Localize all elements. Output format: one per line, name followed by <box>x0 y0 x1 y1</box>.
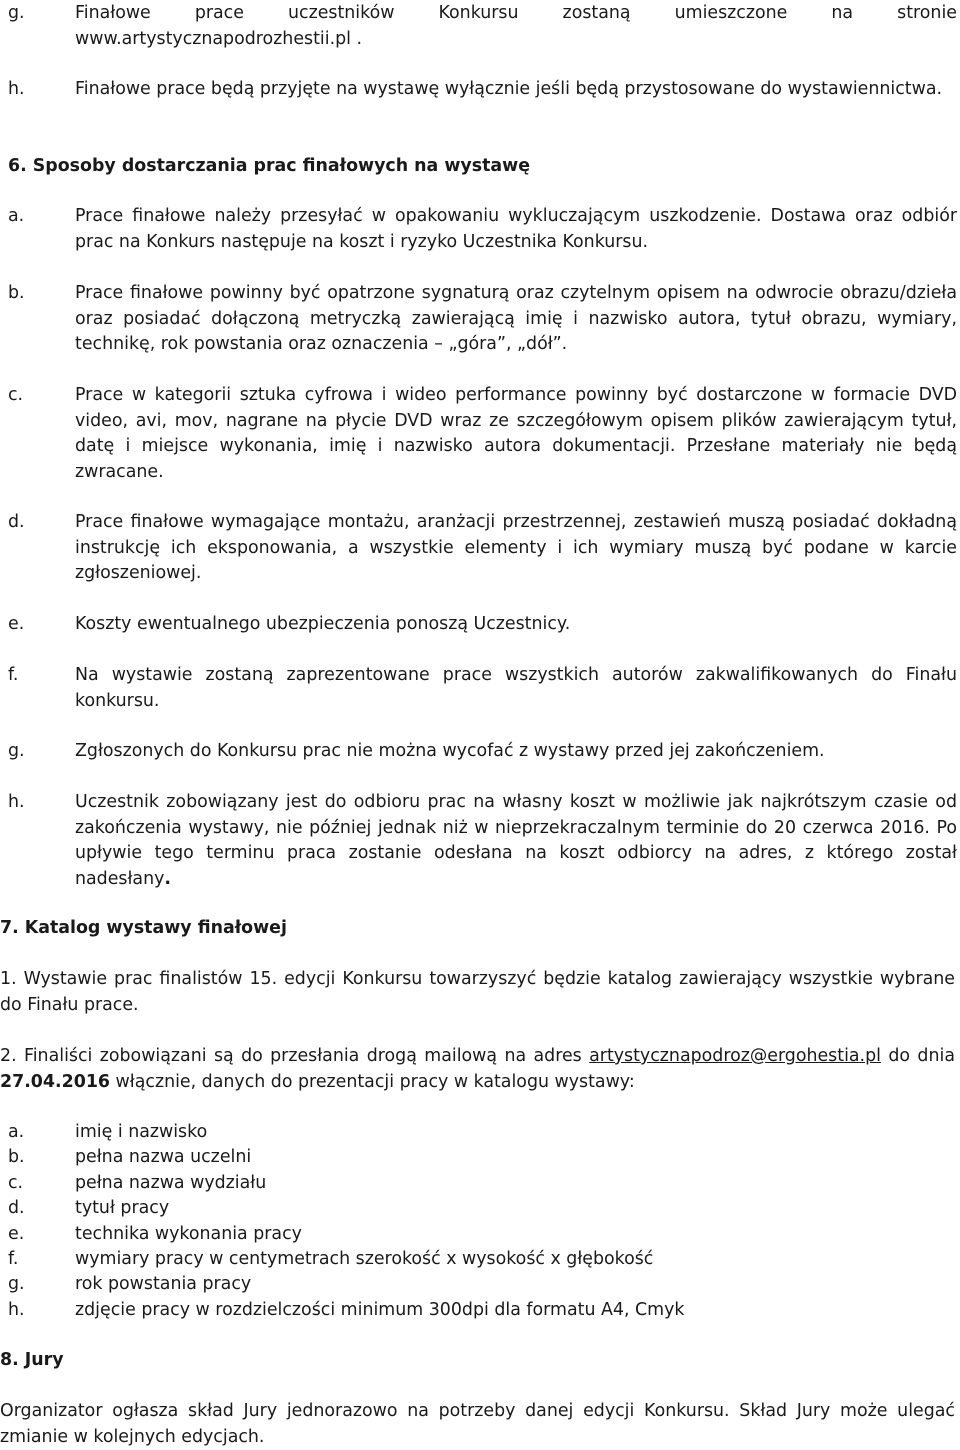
item-label: h. <box>8 1299 25 1320</box>
item-label: d. <box>8 1198 25 1219</box>
list-item-6g <box>0 739 957 765</box>
list-item-6c <box>0 383 957 485</box>
item-text: tytuł pracy <box>75 1198 170 1219</box>
list-item-6d <box>0 510 957 587</box>
item-label: f. <box>8 665 19 685</box>
item-label: e. <box>8 1223 25 1244</box>
item-text: pełna nazwa wydziału <box>75 1172 267 1193</box>
catalog-data-list <box>0 1120 955 1323</box>
item-text <box>75 790 957 892</box>
item-label: f. <box>8 1248 19 1269</box>
p2-text-after: włącznie, danych do prezentacji pracy w katalogu wystawy: <box>110 1071 635 1092</box>
item-label: d. <box>8 512 25 532</box>
item-text: Prace finałowe powinny być opatrzone sygnaturą oraz czytelnym opisem na odwrocie obrazu/dzieła oraz posiadać dołączoną metryczką zawierającą imię i nazwisko autora, tytuł obrazu, wymiary, technikę, rok powstania oraz oznaczenia – „góra”, „dół”. <box>75 283 957 355</box>
list-item <box>0 1298 955 1323</box>
deadline-date: 27.04.2016 <box>0 1071 111 1092</box>
item-text: Finałowe prace będą przyjęte na wystawę wyłącznie jeśli będą przystosowane do wystawiennictwa. <box>75 79 943 99</box>
item-text: zdjęcie pracy w rozdzielczości minimum 300dpi dla formatu A4, Cmyk <box>75 1299 685 1320</box>
item-text: technika wykonania pracy <box>75 1223 302 1244</box>
list-item-6h <box>0 790 957 892</box>
item-label: g. <box>8 3 25 23</box>
item-label: h. <box>8 792 25 812</box>
item-label: a. <box>8 1122 25 1142</box>
item-text: wymiary pracy w centymetrach szerokość x wysokość x głębokość <box>75 1248 654 1269</box>
item-label: g. <box>8 741 25 761</box>
item-text-end: . <box>164 868 171 889</box>
list-item-5g <box>0 1 957 52</box>
item-text: imię i nazwisko <box>75 1122 208 1142</box>
item-text: rok powstania pracy <box>75 1274 252 1295</box>
list-item-6b <box>0 281 957 358</box>
item-label: e. <box>8 614 25 634</box>
item-label: c. <box>8 1172 24 1193</box>
item-text: Finałowe prace uczestników Konkursu zostaną umieszczone na stronie www.artystycznapodrozhestii.pl . <box>75 3 957 49</box>
item-text: Prace finałowe należy przesyłać w opakowaniu wykluczającym uszkodzenie. Dostawa oraz odbiór prac na Konkurs następuje na koszt i ryzyko Uczestnika Konkursu. <box>75 206 957 252</box>
list-item-6a <box>0 204 957 255</box>
p2-text-mid: do dnia <box>880 1046 955 1066</box>
item-label: b. <box>8 1147 25 1168</box>
item-label: c. <box>8 385 24 405</box>
list-item <box>0 1222 955 1247</box>
list-item <box>0 1272 955 1297</box>
item-text: Prace finałowe wymagające montażu, aranżacji przestrzennej, zestawień muszą posiadać dokładną instrukcję ich eksponowania, a wszystkie elementy i ich wymiary muszą być podane w karcie zgłoszeniowej. <box>75 512 957 584</box>
section-7-paragraph-1: 1. Wystawie prac finalistów 15. edycji Konkursu towarzyszyć będzie katalog zawierający wszystkie wybrane do Finału prace. <box>0 969 955 1015</box>
section-7-paragraph-2 <box>0 1044 955 1095</box>
item-label: h. <box>8 79 25 99</box>
list-item <box>0 1120 955 1145</box>
item-text: Prace w kategorii sztuka cyfrowa i wideo performance powinny być dostarczone w formacie DVD video, avi, mov, nagrane na płycie DVD wraz ze szczegółowym opisem plików zawierającym tytuł, datę i miejsce wykonania, imię i nazwisko autora dokumentacji. Przesłane materiały nie będą zwracane. <box>75 385 957 482</box>
section-6-heading: 6. Sposoby dostarczania prac finałowych na wystawę <box>8 156 530 176</box>
item-text: Koszty ewentualnego ubezpieczenia ponoszą Uczestnicy. <box>75 614 571 634</box>
section-7-heading: 7. Katalog wystawy finałowej <box>0 918 287 938</box>
list-item <box>0 1196 955 1221</box>
list-item <box>0 1247 955 1272</box>
list-item <box>0 1145 955 1170</box>
item-text-body: Uczestnik zobowiązany jest do odbioru prac na własny koszt w możliwie jak najkrótszym czasie od zakończenia wystawy, nie później jednak niż w nieprzekraczalnym terminie do 20 czerwca 2016. Po upływie tego terminu praca zostanie odesłana na koszt odbiorcy na adres, z którego został nadesłany <box>75 792 957 889</box>
list-item-6f <box>0 663 957 714</box>
section-8-paragraph: Organizator ogłasza skład Jury jednorazowo na potrzeby danej edycji Konkursu. Skład Jury może ulegać zmianie w kolejnych edycjach. <box>0 1401 955 1447</box>
item-label: b. <box>8 283 25 303</box>
item-label: g. <box>8 1274 25 1295</box>
item-text: Zgłoszonych do Konkursu prac nie można wycofać z wystawy przed jej zakończeniem. <box>75 741 825 761</box>
email-link[interactable]: artystycznapodroz@ergohestia.pl <box>589 1046 881 1066</box>
list-item-5h <box>0 77 957 103</box>
section-8-heading: 8. Jury <box>0 1350 64 1370</box>
item-text: pełna nazwa uczelni <box>75 1147 252 1168</box>
list-item <box>0 1171 955 1196</box>
p2-text-before: 2. Finaliści zobowiązani są do przesłania drogą mailową na adres <box>0 1046 590 1066</box>
list-item-6e <box>0 612 957 638</box>
item-label: a. <box>8 206 25 226</box>
item-text: Na wystawie zostaną zaprezentowane prace wszystkich autorów zakwalifikowanych do Finału konkursu. <box>75 665 957 711</box>
